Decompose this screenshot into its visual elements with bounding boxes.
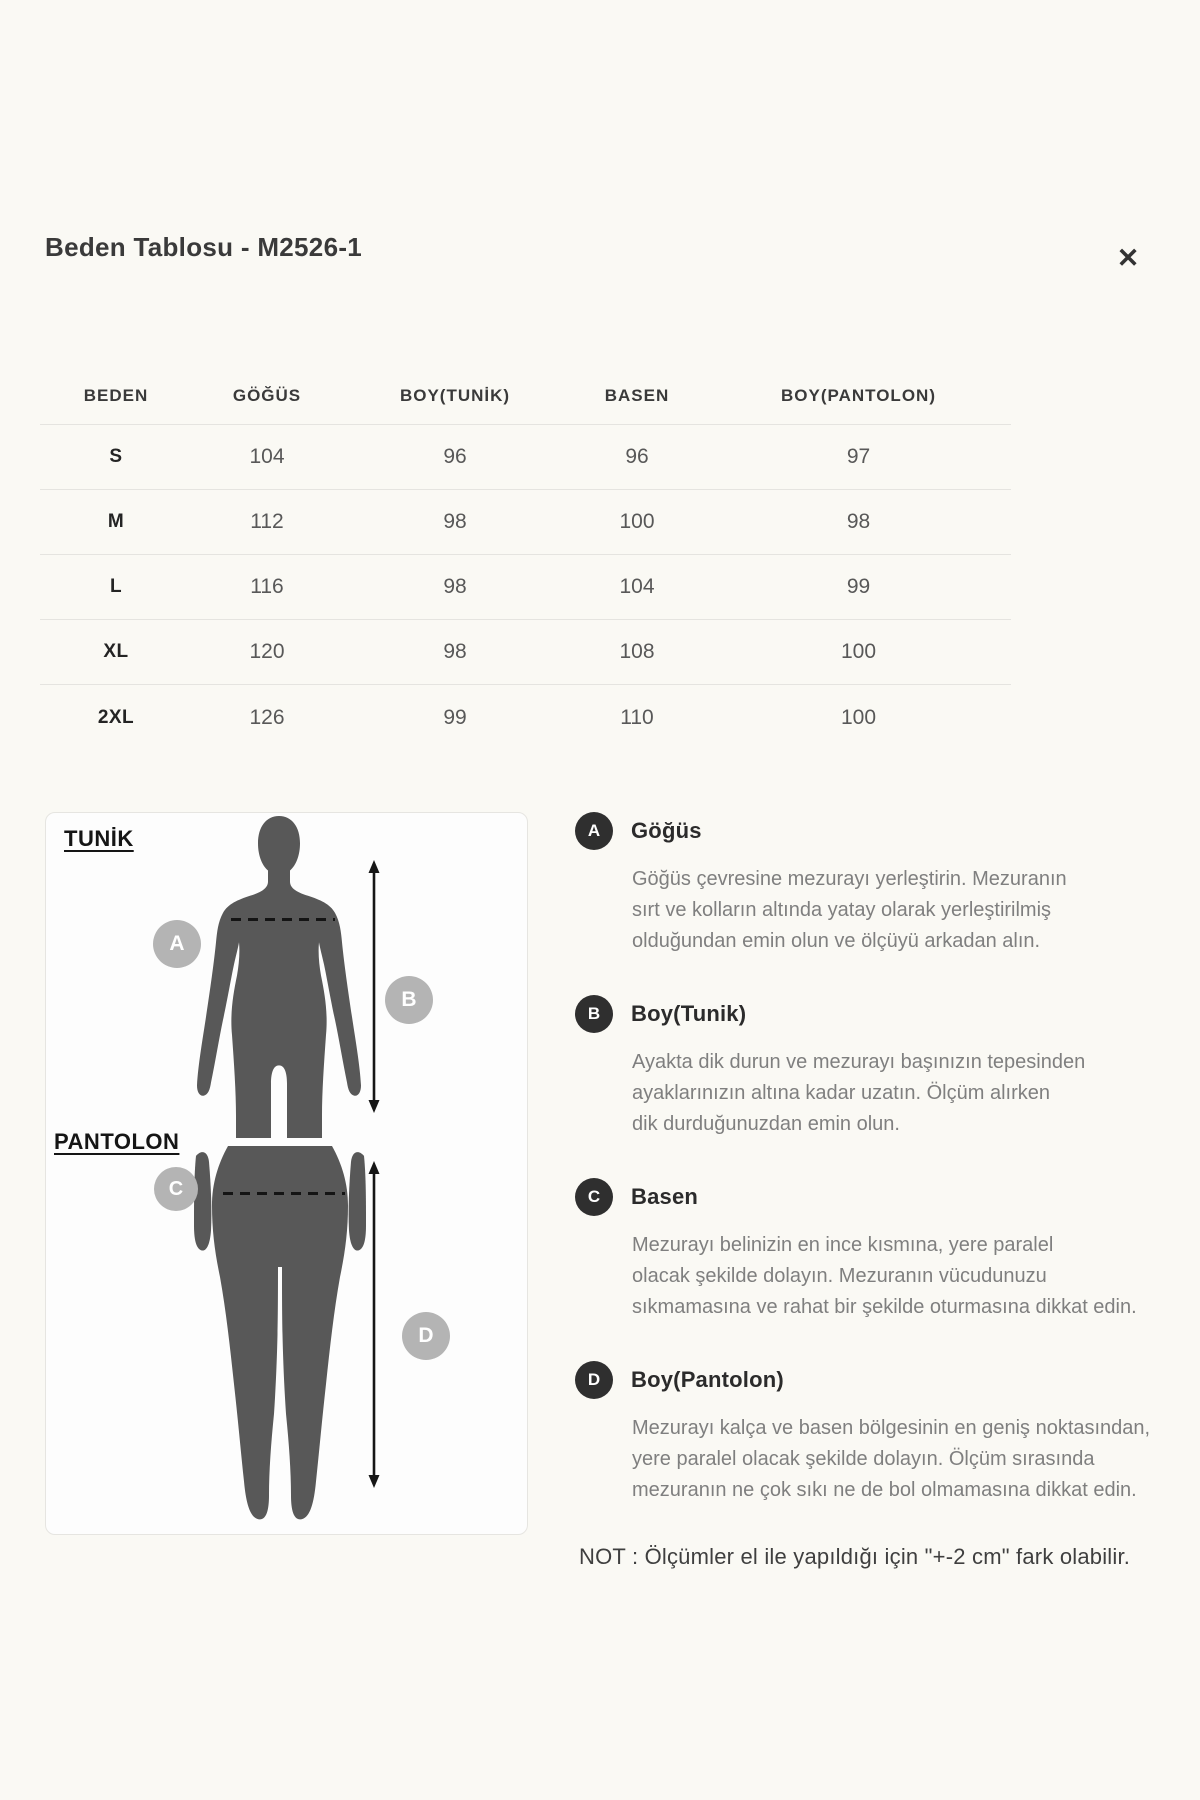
guide-section-boy-tunik <box>575 995 1175 1140</box>
marker-d: D <box>402 1312 450 1360</box>
value-cell: 100 <box>840 640 877 663</box>
marker-a: A <box>153 920 201 968</box>
section-text-line: yere paralel olacak şekilde dolayın. Ölçüm sırasında <box>632 1448 1095 1470</box>
tunik-silhouette <box>194 813 364 1138</box>
pantolon-silhouette <box>194 1146 366 1531</box>
section-title: Boy(Tunik) <box>631 1001 747 1026</box>
size-table <box>40 368 1011 750</box>
table-row <box>40 425 1011 490</box>
value-cell: 100 <box>840 705 877 729</box>
column-header-beden: BEDEN <box>83 386 149 405</box>
value-cell: 96 <box>625 445 649 468</box>
tunik-length-arrow <box>367 860 381 1118</box>
size-cell: S <box>109 446 123 467</box>
marker-c: C <box>154 1167 198 1211</box>
section-badge-c: C <box>575 1178 613 1216</box>
value-cell: 112 <box>250 510 284 533</box>
guide-section-boy-pantolon <box>575 1361 1175 1506</box>
guide-section-gogus <box>575 812 1175 957</box>
column-header-basen: BASEN <box>604 386 670 405</box>
section-text-line: olduğundan emin olun ve ölçüyü arkadan alın. <box>632 930 1041 952</box>
note-text: NOT : Ölçümler el ile yapıldığı için "+-2 cm" fark olabilir. <box>579 1544 1131 1569</box>
column-header-boy-tunik: BOY(TUNİK) <box>399 386 511 405</box>
table-row <box>40 685 1011 750</box>
marker-b: B <box>385 976 433 1024</box>
size-cell: L <box>109 576 123 597</box>
value-cell: 96 <box>443 445 467 468</box>
page-title: Beden Tablosu - M2526-1 <box>45 232 363 262</box>
value-cell: 110 <box>620 705 654 729</box>
section-text-line: dik durduğunuzdan emin olun. <box>632 1113 900 1135</box>
section-text-line: Mezurayı kalça ve basen bölgesinin en geniş noktasından, <box>632 1417 1151 1439</box>
pantolon-label: PANTOLON <box>54 1129 180 1154</box>
value-cell: 98 <box>846 510 871 533</box>
column-header-gogus: GÖĞÜS <box>232 386 302 405</box>
section-text-line: mezuranın ne çok sıkı ne de bol olmamasına dikkat edin. <box>632 1479 1137 1501</box>
section-title: Boy(Pantolon) <box>631 1367 784 1392</box>
section-badge-b: B <box>575 995 613 1033</box>
section-text-line: Mezurayı belinizin en ince kısmına, yere paralel <box>632 1234 1054 1256</box>
section-text-line: sıkmamasına ve rahat bir şekilde oturmasına dikkat edin. <box>632 1296 1137 1318</box>
section-text-line: ayaklarınızın altına kadar uzatın. Ölçüm alırken <box>632 1082 1050 1104</box>
section-title: Göğüs <box>631 818 702 843</box>
guide-section-basen <box>575 1178 1175 1323</box>
section-text-line: Ayakta dik durun ve mezurayı başınızın tepesinden <box>632 1051 1086 1073</box>
section-badge-d: D <box>575 1361 613 1399</box>
size-cell: M <box>107 511 125 532</box>
value-cell: 97 <box>846 445 871 468</box>
section-title: Basen <box>631 1184 699 1209</box>
section-text-line: sırt ve kolların altında yatay olarak yerleştirilmiş <box>632 899 1052 921</box>
hip-dashed-line <box>223 1192 345 1195</box>
value-cell: 104 <box>619 575 655 598</box>
column-header-boy-pantolon: BOY(PANTOLON) <box>781 386 936 405</box>
table-row <box>40 620 1011 685</box>
size-cell: 2XL <box>97 706 135 728</box>
table-row <box>40 490 1011 555</box>
measurement-guide <box>575 812 1175 1570</box>
value-cell: 126 <box>249 705 285 729</box>
close-button[interactable] <box>1106 236 1150 280</box>
table-row <box>40 555 1011 620</box>
chest-dashed-line <box>231 918 335 921</box>
value-cell: 98 <box>443 640 467 663</box>
section-text-line: Göğüs çevresine mezurayı yerleştirin. Mezuranın <box>632 868 1067 890</box>
value-cell: 116 <box>250 575 284 598</box>
table-header-row <box>40 368 1011 425</box>
value-cell: 98 <box>443 575 467 598</box>
tunik-label: TUNİK <box>64 826 134 851</box>
value-cell: 98 <box>443 510 467 533</box>
value-cell: 99 <box>443 705 467 729</box>
value-cell: 99 <box>846 575 871 598</box>
value-cell: 100 <box>619 510 655 533</box>
value-cell: 120 <box>249 640 285 663</box>
section-badge-a: A <box>575 812 613 850</box>
value-cell: 108 <box>619 640 655 663</box>
section-text-line: olacak şekilde dolayın. Mezuranın vücudunuzu <box>632 1265 1047 1287</box>
pantolon-length-arrow <box>367 1161 381 1493</box>
value-cell: 104 <box>249 445 285 468</box>
size-cell: XL <box>103 641 129 662</box>
close-icon: ✕ <box>1116 242 1140 273</box>
measurement-diagram-card <box>45 812 528 1535</box>
